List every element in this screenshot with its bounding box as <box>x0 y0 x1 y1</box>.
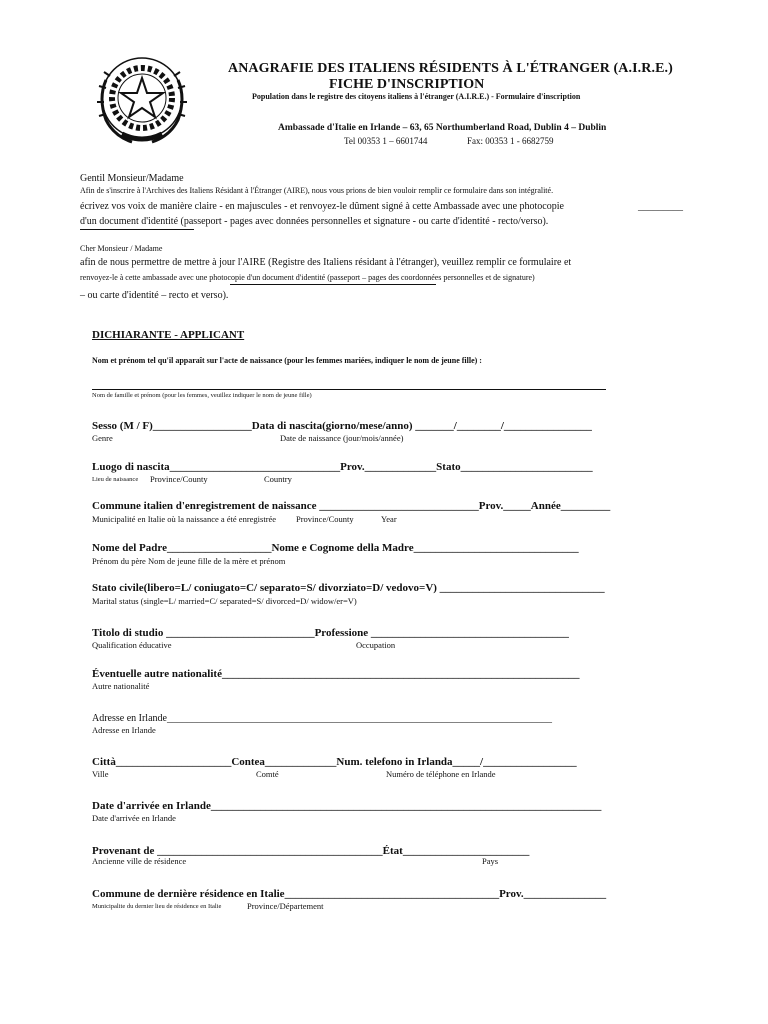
profession-help: Occupation <box>356 640 396 650</box>
birthplace-field[interactable]: Luogo di nascita_______________________________Prov._____________Stato________________________ <box>92 461 593 473</box>
marital-status-field[interactable]: Stato civile(libero=L/ coniugato=C/ separato=S/ divorziato=D/ vedovo=V) ______________________________ <box>92 582 605 594</box>
intro1-underline <box>80 229 194 230</box>
parents-help: Prénom du père Nom de jeune fille de la mère et prénom <box>92 556 286 566</box>
intro1-line3: d'un document d'identité (passeport - pages avec données personnelles et signature - ou carte d'identité - recto/verso). <box>80 216 549 227</box>
commune-year-help: Year <box>381 514 397 524</box>
city-help: Ville <box>92 769 109 779</box>
education-profession-field[interactable]: Titolo di studio ___________________________Professione ____________________________________ <box>92 627 569 639</box>
arrival-date-field[interactable]: Date d'arrivée en Irlande_______________________________________________________________________ <box>92 800 602 812</box>
intro2-line3: – ou carte d'identité – recto et verso). <box>80 290 229 301</box>
arrival-date-help: Date d'arrivée en Irlande <box>92 813 176 823</box>
birthdate-help: Date de naissance (jour/mois/année) <box>280 433 404 443</box>
applicant-section-title: DICHIARANTE - APPLICANT <box>92 329 245 341</box>
sex-help: Genre <box>92 433 113 443</box>
intro1-line2-blank: _________ <box>638 201 683 212</box>
other-nationality-help: Autre nationalité <box>92 681 150 691</box>
name-field-line[interactable] <box>92 389 606 390</box>
commune-province-help: Province/County <box>296 514 354 524</box>
name-field-help: Nom de famille et prénom (pour les femmes, veuillez indiquer le nom de jeune fille) <box>92 392 312 399</box>
sex-birthdate-field[interactable]: Sesso (M / F)__________________Data di nascita(giorno/mese/anno) _______/________/________________ <box>92 420 592 432</box>
parents-names-field[interactable]: Nome del Padre___________________Nome e Cognome della Madre______________________________ <box>92 542 579 554</box>
embassy-address: Ambassade d'Italie en Irlande – 63, 65 Northumberland Road, Dublin 4 – Dublin <box>278 123 607 133</box>
marital-status-help: Marital status (single=L/ married=C/ separated=S/ divorced=D/ widow/er=V) <box>92 596 357 606</box>
form-subtitle-description: Population dans le registre des citoyens italiens à l'étranger (A.I.R.E.) - Formulaire d'inscription <box>252 92 581 101</box>
birth-country-help: Country <box>264 474 292 484</box>
birthplace-help: Lieu de naissance <box>92 476 139 483</box>
origin-city-help: Ancienne ville de résidence <box>92 856 187 866</box>
intro2-line1: afin de nous permettre de mettre à jour l'AIRE (Registre des Italiens résidant à l'étranger), veuillez remplir ce formulaire et <box>80 257 572 268</box>
birth-registration-commune-field[interactable]: Commune italien d'enregistrement de naissance _____________________________Prov._____Année_________ <box>92 500 611 512</box>
intro2-underline <box>230 284 436 285</box>
intro1-line1: Afin de s'inscrire à l'Archives des Italiens Résidant à l'Étranger (AIRE), nous vous prions de bien vouloir remplir ce formulaire dans son intégralité. <box>80 186 554 195</box>
intro1-line2: écrivez vos voix de manière claire - en majuscules - et renvoyez-le dûment signé à cette Ambassade avec une photocopie <box>80 201 564 212</box>
intro2-line2: renvoyez-le à cette ambassade avec une photocopie d'un document d'identité (passeport – pages des coordonnées personnelles et de signature) <box>80 273 535 282</box>
form-subtitle: FICHE D'INSCRIPTION <box>329 77 485 92</box>
italian-emblem-logo <box>92 50 192 150</box>
other-nationality-field[interactable]: Éventuelle autre nationalité_________________________________________________________________ <box>92 668 580 680</box>
intro2-salutation: Cher Monsieur / Madame <box>80 244 163 253</box>
birth-province-help: Province/County <box>150 474 208 484</box>
origin-field[interactable]: Provenant de _________________________________________État_______________________ <box>92 845 530 857</box>
name-instruction: Nom et prénom tel qu'il apparaît sur l'acte de naissance (pour les femmes mariées, indiquer le nom de jeune fille) : <box>92 356 482 365</box>
last-residence-help: Municipalite du dernier lieu de résidence en Italie <box>92 903 222 910</box>
embassy-telephone: Tel 00353 1 – 6601744 <box>344 136 428 146</box>
last-italian-residence-field[interactable]: Commune de dernière résidence en Italie_______________________________________Prov._______________ <box>92 888 607 900</box>
last-residence-province-help: Province/Département <box>247 901 324 911</box>
embassy-fax: Fax: 00353 1 - 6682759 <box>467 136 554 146</box>
city-county-phone-field[interactable]: Città_____________________Contea_____________Num. telefono in Irlanda_____/_________________ <box>92 756 577 768</box>
education-help: Qualification éducative <box>92 640 172 650</box>
phone-help: Numéro de téléphone en Irlande <box>386 769 496 779</box>
ireland-address-field[interactable]: Adresse en Irlande_____________________________________________________________________________ <box>92 713 552 724</box>
intro1-salutation: Gentil Monsieur/Madame <box>80 173 184 184</box>
county-help: Comté <box>256 769 279 779</box>
ireland-address-help: Adresse en Irlande <box>92 725 156 735</box>
form-title: ANAGRAFIE DES ITALIENS RÉSIDENTS À L'ÉTRANGER (A.I.R.E.) <box>228 61 673 76</box>
commune-help: Municipalité en Italie où la naissance a été enregistrée <box>92 514 277 524</box>
origin-country-help: Pays <box>482 856 499 866</box>
